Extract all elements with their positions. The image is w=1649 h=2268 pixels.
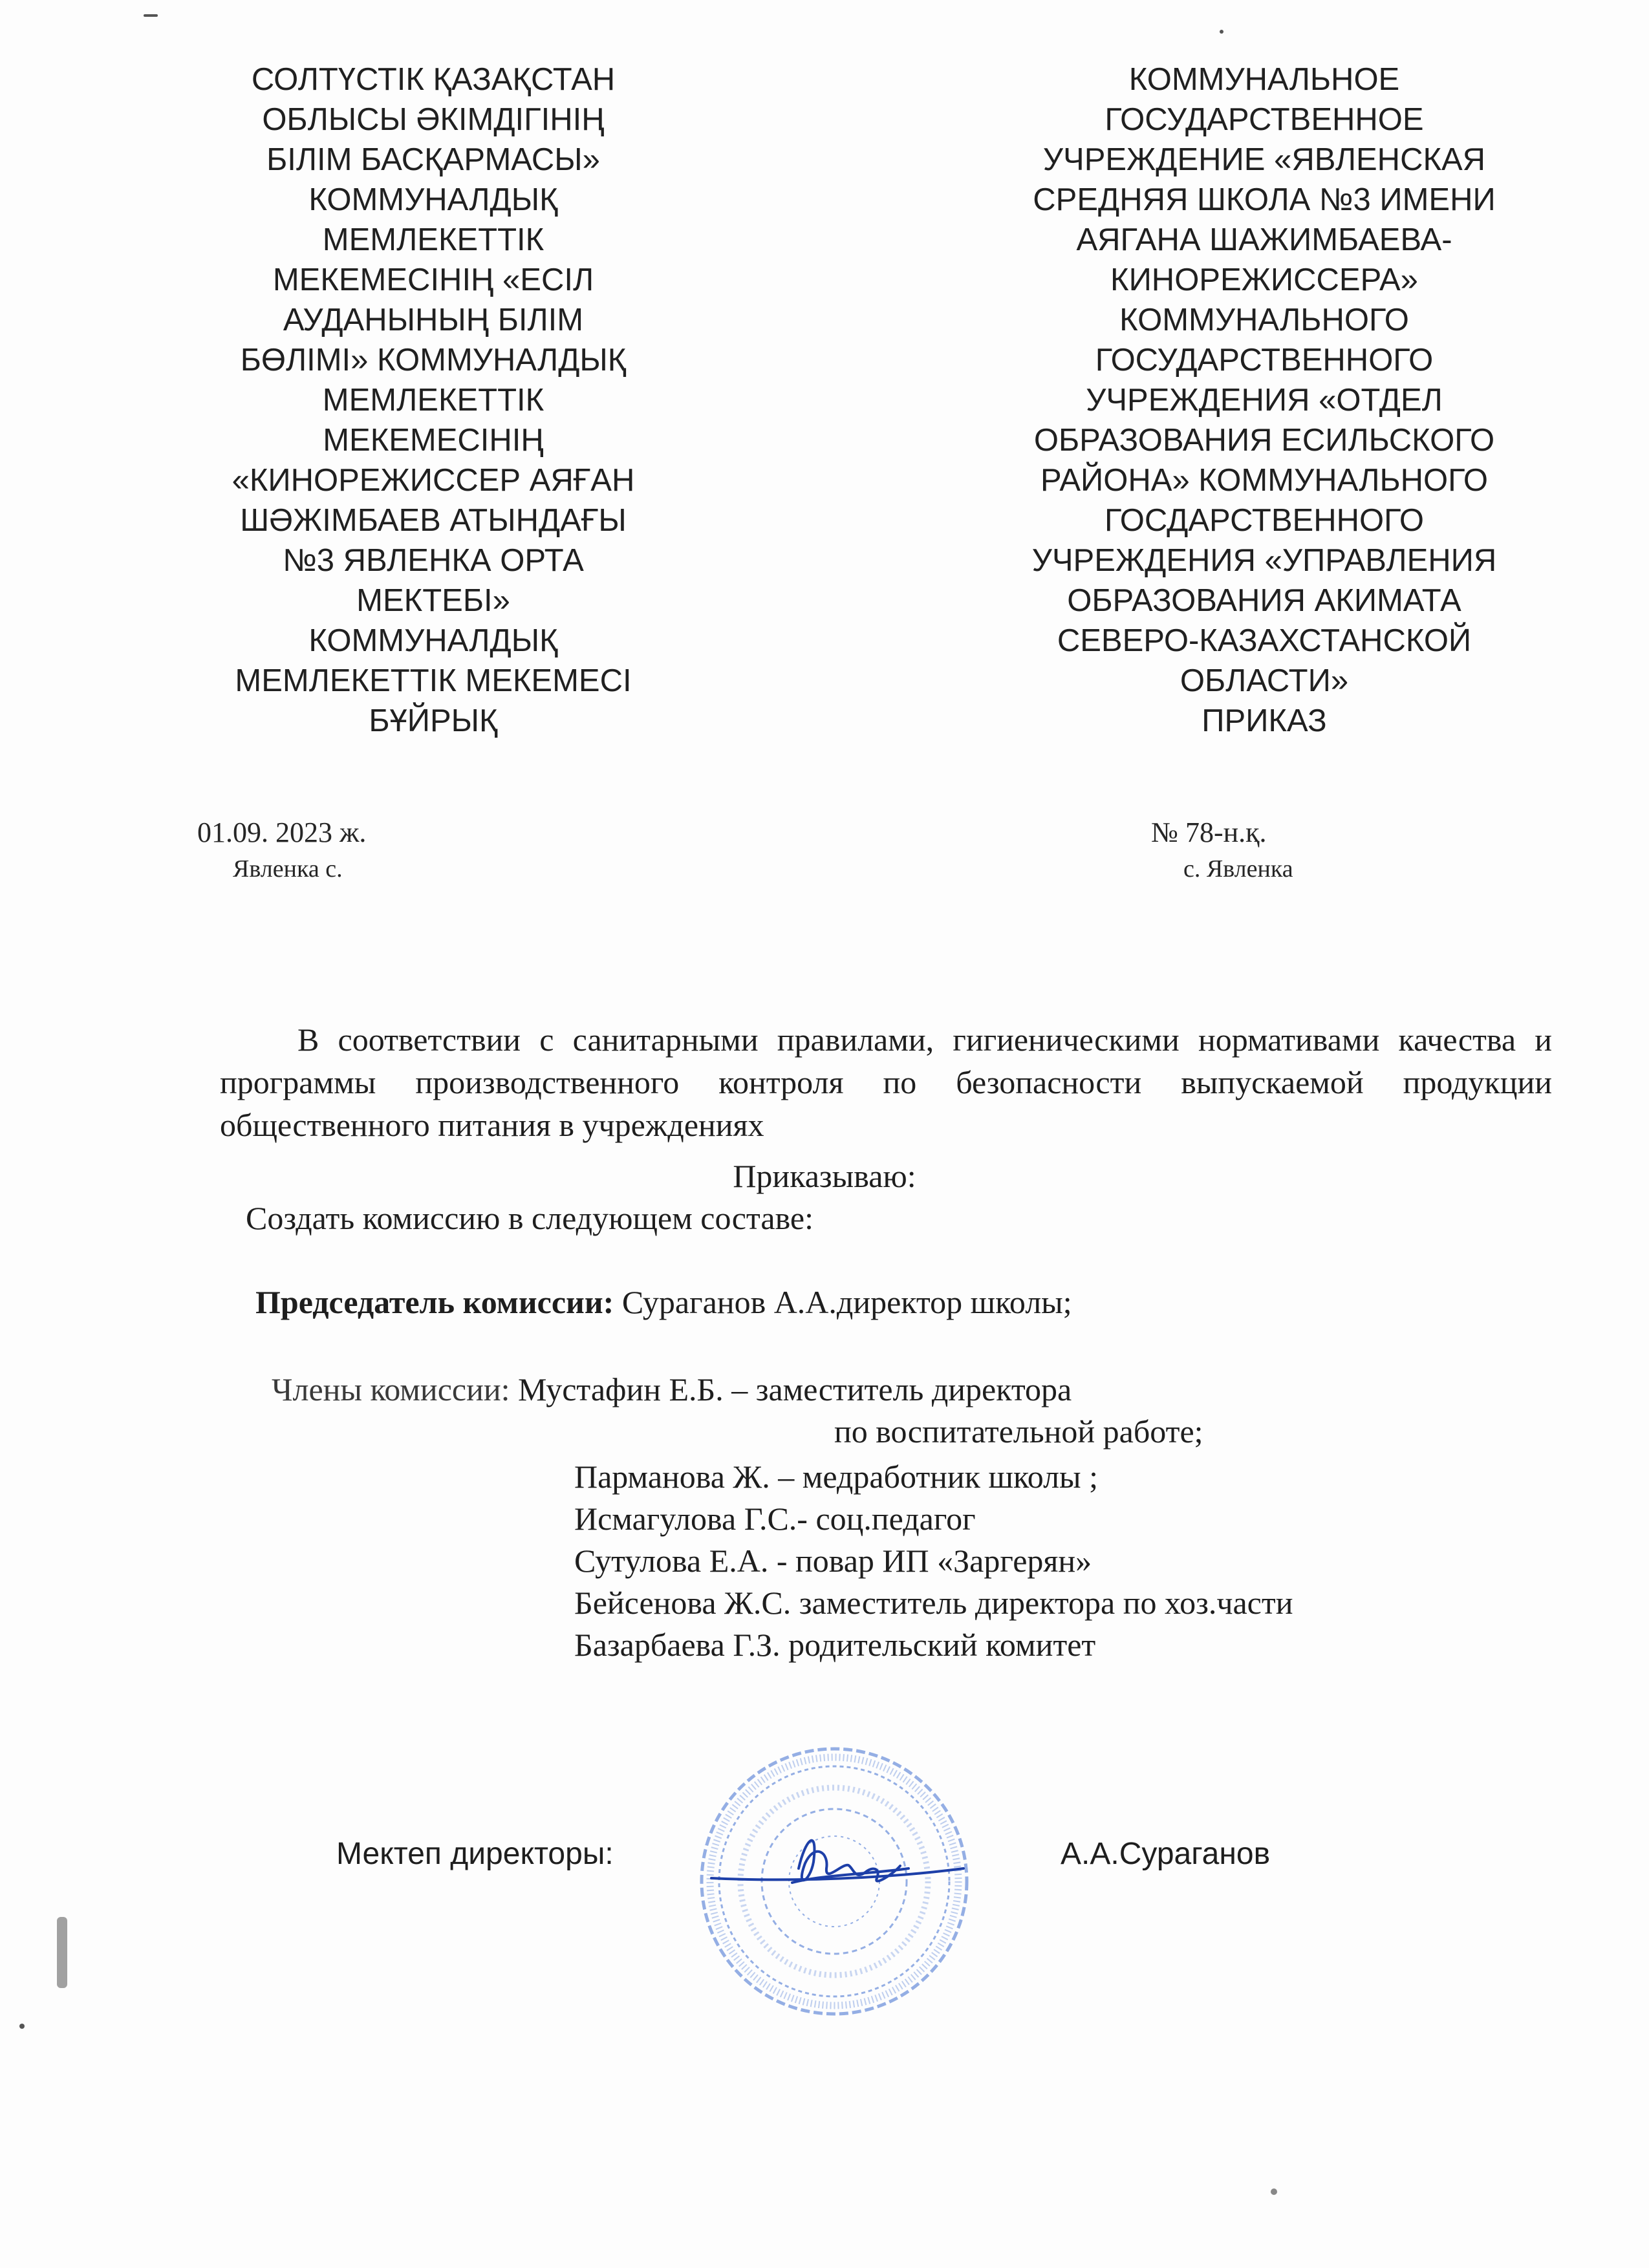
header-kz: СОЛТҮСТІК ҚАЗАҚСТАН ОБЛЫСЫ ӘКІМДІГІНІҢ БІЛІМ БАСҚАРМАСЫ» КОММУНАЛДЫҚ МЕМЛЕКЕТТІК МЕКЕМЕСІНІҢ «ЕСІЛ АУДАНЫНЫҢ БІЛІМ БӨЛІМІ» КОММУНАЛДЫҚ МЕМЛЕКЕТТІК МЕКЕМЕСІНІҢ «КИНОРЕЖИССЕР АЯҒАН ШӘЖІМБАЕВ АТЫНДАҒЫ №3 ЯВЛЕНКА ОРТА МЕКТЕБІ» КОММУНАЛДЫҚ МЕМЛЕКЕТТІК МЕКЕМЕСІ БҰЙРЫҚ [232, 62, 635, 738]
chairman-line [255, 1283, 1072, 1321]
order-date: 01.09. 2023 ж. [197, 817, 367, 848]
member-item: Базарбаева Г.З. родительский комитет [574, 1627, 1096, 1663]
signature-title: Мектеп директоры: [336, 1837, 614, 1871]
order-number: № 78-н.қ. [1151, 817, 1267, 848]
scan-speck [1271, 2188, 1277, 2195]
stamp-seal [660, 1713, 996, 2049]
place-kz: Явленка с. [233, 855, 343, 883]
scan-speck [57, 1917, 67, 1988]
stamp-rings [702, 1749, 967, 2014]
members-line [272, 1371, 1072, 1408]
create-commission-line: Создать комиссию в следующем составе: [246, 1200, 814, 1236]
order-word: Приказываю: [733, 1158, 916, 1194]
members-label: Члены комиссии: [272, 1371, 510, 1407]
member-item: Бейсенова Ж.С. заместитель директора по хоз.части [574, 1585, 1293, 1621]
chairman-value: Сураганов А.А.директор школы; [614, 1284, 1072, 1320]
signature-name: А.А.Сураганов [1061, 1837, 1271, 1871]
header-ru: КОММУНАЛЬНОЕ ГОСУДАРСТВЕННОЕ УЧРЕЖДЕНИЕ «ЯВЛЕНСКАЯ СРЕДНЯЯ ШКОЛА №3 ИМЕНИ АЯГАНА ШАЖИМБАЕВА- КИНОРЕЖИССЕРА» КОММУНАЛЬНОГО ГОСУДАРСТВЕННОГО УЧРЕЖДЕНИЯ «ОТДЕЛ ОБРАЗОВАНИЯ ЕСИЛЬСКОГО РАЙОНА» КОММУНАЛЬНОГО ГОСДАРСТВЕННОГО УЧРЕЖДЕНИЯ «УПРАВЛЕНИЯ ОБРАЗОВАНИЯ АКИМАТА СЕВЕРО-КАЗАХСТАНСКОЙ ОБЛАСТИ» ПРИКАЗ [1031, 62, 1497, 738]
member-item-continuation: по воспитательной работе; [834, 1413, 1203, 1450]
signature-mark [711, 1841, 964, 1883]
place-ru: с. Явленка [1183, 855, 1293, 883]
member-item: Сутулова Е.А. - повар ИП «Заргерян» [574, 1543, 1092, 1579]
intro-paragraph: В соответствии с санитарными правилами, гигиеническими нормативами качества и программы производственного контроля по безопасности выпускаемой продукции общественного питания в учреждениях [220, 1022, 1552, 1143]
member-item: Мустафин Е.Б. – заместитель директора [517, 1371, 1072, 1407]
member-item: Исмагулова Г.С.- соц.педагог [574, 1501, 976, 1537]
scan-speck [144, 14, 158, 17]
scan-speck [1220, 30, 1223, 34]
chairman-label: Председатель комиссии: [255, 1284, 614, 1320]
member-item: Парманова Ж. – медработник школы ; [574, 1459, 1099, 1495]
scan-speck [19, 2024, 25, 2029]
